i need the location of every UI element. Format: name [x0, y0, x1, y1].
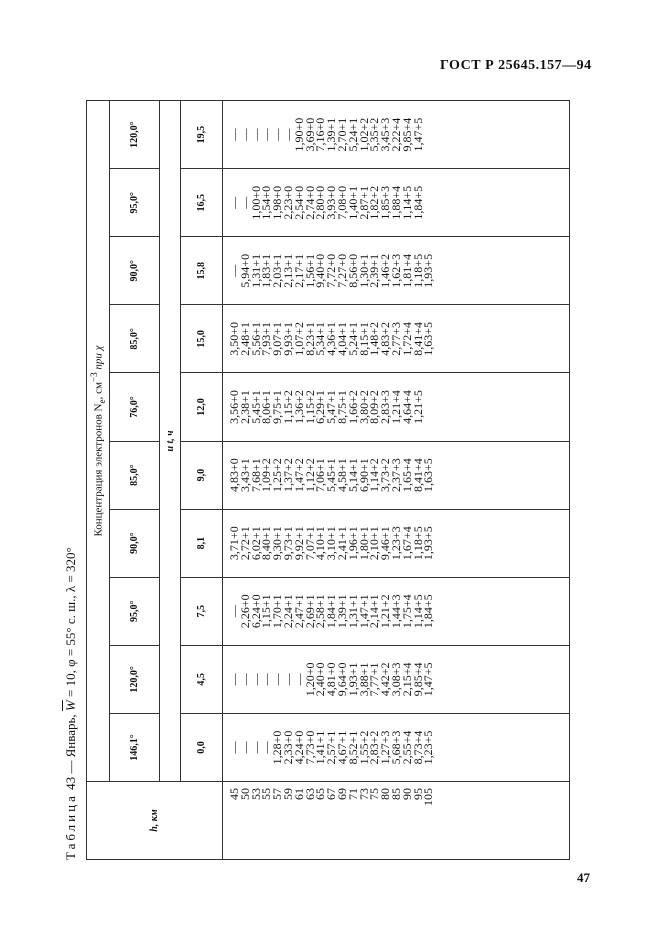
data-value: 9,85+4	[399, 117, 414, 152]
data-value: 2,55+4	[399, 730, 414, 765]
data-value: 1,96+1	[345, 526, 360, 561]
data-value: 2,83+2	[367, 730, 382, 765]
data-value: 2,47+1	[291, 594, 306, 629]
data-value: 1,67+4	[399, 526, 414, 561]
data-value: 1,25+2	[270, 458, 285, 492]
data-value: 1,39+1	[334, 594, 349, 629]
data-column-list	[229, 373, 423, 440]
data-value: 2,15+4	[399, 662, 414, 697]
data-value: 2,03+1	[270, 253, 285, 288]
data-value: 1,48+2	[367, 322, 382, 356]
data-value: 4,04+1	[334, 322, 349, 356]
data-value: 6,02+1	[248, 526, 263, 561]
data-value: 1,21+4	[388, 390, 403, 424]
data-value: 9,92+1	[291, 526, 306, 561]
rotated-table-block	[60, 100, 570, 860]
data-value: —	[227, 196, 241, 209]
data-column-cell	[223, 441, 570, 509]
data-value: 1,93+5	[421, 253, 436, 288]
data-column-cell	[223, 645, 570, 713]
data-value: 3,69+0	[302, 117, 317, 152]
document-code: ГОСТ Р 25645.157—94	[440, 58, 592, 73]
data-value: 6,24+0	[248, 594, 263, 629]
time-header-cell: 0,0	[181, 713, 223, 781]
concentration-tail: при χ	[92, 345, 105, 373]
data-value: 8,73+4	[410, 730, 425, 765]
data-value: 4,67+1	[334, 730, 349, 765]
data-value: 4,42+2	[378, 662, 393, 697]
concentration-label: Концентрация электронов N	[92, 403, 105, 537]
data-value: 2,80+0	[313, 185, 328, 220]
height-value: 69	[334, 788, 349, 800]
data-value: 5,68+3	[388, 730, 403, 765]
data-value: 7,07+1	[302, 526, 317, 561]
data-column-list	[229, 578, 434, 645]
data-value: 1,93+1	[345, 662, 360, 697]
data-value: 2,26+0	[237, 594, 252, 629]
data-value: 1,47+2	[291, 458, 306, 492]
height-value: 53	[248, 788, 263, 800]
data-value: 2,72+1	[237, 526, 252, 561]
data-value: 1,21+5	[410, 390, 425, 424]
data-value: 4,58+1	[334, 458, 349, 492]
data-value: 4,24+0	[291, 730, 306, 765]
concentration-header	[87, 101, 110, 782]
data-value: 3,71+0	[227, 526, 241, 561]
data-value: 8,52+1	[345, 730, 360, 765]
data-value: 2,23+0	[280, 185, 295, 220]
data-value: 5,47+1	[324, 390, 339, 424]
data-value: 9,93+1	[280, 322, 295, 356]
data-value: 1,46+2	[378, 253, 393, 288]
data-value: 2,38+1	[237, 390, 252, 424]
data-value: 1,21+2	[378, 594, 393, 629]
chi-header-cell: 95,0°	[110, 577, 160, 645]
data-value: —	[248, 673, 263, 686]
data-value: 4,36+1	[324, 322, 339, 356]
data-column-list	[229, 442, 434, 509]
data-value: 2,37+3	[388, 458, 403, 492]
data-column-list	[229, 237, 434, 304]
height-value: 95	[410, 788, 425, 800]
height-value: 45	[227, 788, 241, 800]
data-value: 5,45+1	[248, 390, 263, 424]
concentration-unit: , см	[92, 382, 105, 400]
data-value: 1,88+4	[388, 185, 403, 220]
height-value: 50	[237, 788, 252, 800]
data-value: 3,10+1	[324, 526, 339, 561]
chi-header-cell: 146,1°	[110, 713, 160, 781]
data-value: 1,44+3	[388, 594, 403, 629]
data-value: 1,15+2	[280, 390, 295, 424]
data-value: 3,80+2	[356, 390, 371, 424]
table-body-row	[223, 101, 570, 860]
data-value: 5,34+1	[313, 322, 328, 356]
h-column-header: h, км	[87, 782, 223, 860]
data-value: —	[237, 128, 252, 141]
time-header-cell: 15,0	[181, 305, 223, 373]
table-number: 43	[63, 776, 78, 790]
data-value: 1,80+1	[356, 526, 371, 561]
height-value: 61	[291, 788, 306, 800]
chi-header-row	[110, 101, 160, 860]
height-value: 71	[345, 788, 360, 800]
data-value: 8,06+1	[259, 390, 274, 424]
caption-w-symbol: $\overline{W}$	[63, 700, 78, 712]
data-value: 1,18+5	[410, 526, 425, 561]
data-value: 1,66+2	[345, 390, 360, 424]
height-value: 75	[367, 788, 382, 800]
data-value: 9,40+0	[313, 253, 328, 288]
data-value: 1,12+2	[302, 458, 317, 492]
data-value: 1,98+0	[270, 185, 285, 220]
data-value: 5,94+0	[237, 253, 252, 288]
height-value: 85	[388, 788, 403, 800]
data-value: 8,09+2	[367, 390, 382, 424]
height-value: 59	[280, 788, 295, 800]
data-value: 1,31+1	[345, 594, 360, 629]
time-header-cell: 15,8	[181, 237, 223, 305]
data-value: 1,41+1	[313, 730, 328, 765]
height-value: 63	[302, 788, 317, 800]
data-value: 5,56+1	[248, 322, 263, 356]
data-value: 1,70+1	[270, 594, 285, 629]
data-column-cell	[223, 101, 570, 169]
data-value: 2,13+1	[280, 253, 295, 288]
data-value: 9,85+4	[410, 662, 425, 697]
data-value: 1,40+1	[345, 185, 360, 220]
time-header-cell: 12,0	[181, 373, 223, 441]
data-value: 5,35+2	[367, 117, 382, 152]
data-value: 9,64+0	[334, 662, 349, 697]
data-value: 1,31+1	[248, 253, 263, 288]
data-value: —	[248, 741, 263, 754]
data-value: 7,73+0	[302, 730, 317, 765]
data-value: —	[291, 673, 306, 686]
chi-header-cell: 76,0°	[110, 373, 160, 441]
time-header-cell: 4,5	[181, 645, 223, 713]
data-value: 1,84+5	[421, 594, 436, 629]
chi-header-cell: 85,0°	[110, 305, 160, 373]
data-value: 1,47+5	[421, 662, 436, 697]
chi-header-cell: 95,0°	[110, 169, 160, 237]
height-value: 65	[313, 788, 328, 800]
data-value: 4,64+4	[399, 390, 414, 424]
height-value: 73	[356, 788, 371, 800]
chi-header-cell: 85,0°	[110, 441, 160, 509]
data-column-cell	[223, 577, 570, 645]
data-value: —	[227, 741, 241, 754]
data-value: 3,50+0	[227, 322, 241, 356]
height-value: 80	[378, 788, 393, 800]
data-value: 8,41+4	[410, 458, 425, 492]
data-value: 9,73+1	[280, 526, 295, 561]
data-value: 2,41+1	[334, 526, 349, 561]
data-value: 1,39+1	[324, 117, 339, 152]
data-value: 5,24+1	[345, 322, 360, 356]
time-header: и t, ч	[160, 101, 181, 782]
data-value: 1,47+1	[356, 594, 371, 629]
data-value: 4,81+0	[324, 662, 339, 697]
height-value: 67	[324, 788, 339, 800]
data-column-cell	[223, 509, 570, 577]
data-value: 1,20+0	[302, 662, 317, 697]
data-value: 4,10+1	[313, 526, 328, 561]
data-column-list	[229, 510, 434, 577]
caption-prefix: — Январь,	[63, 714, 78, 774]
data-value: 1,28+0	[270, 730, 285, 765]
data-value: —	[248, 128, 263, 141]
data-value: 5,24+1	[345, 117, 360, 152]
data-value: —	[227, 673, 241, 686]
data-value: 9,75+1	[270, 390, 285, 424]
concentration-subscript: e	[96, 399, 107, 404]
data-value: 7,06+1	[313, 458, 328, 492]
data-value: 1,65+4	[399, 458, 414, 492]
data-value: 6,29+1	[313, 390, 328, 424]
heights-cell	[223, 782, 570, 860]
data-value: 5,14+1	[345, 458, 360, 492]
chi-header-cell: 90,0°	[110, 237, 160, 305]
data-column-list	[229, 305, 434, 372]
data-column-list	[229, 169, 423, 236]
data-value: 3,73+2	[378, 458, 393, 492]
data-value: 8,56+0	[345, 253, 360, 288]
data-value: 1,36+2	[291, 390, 306, 424]
page-number: 47	[577, 870, 590, 885]
chi-header-cell: 90,0°	[110, 509, 160, 577]
data-value: 1,00+0	[248, 185, 263, 220]
data-value: 5,45+1	[324, 458, 339, 492]
data-value: 8,15+1	[356, 322, 371, 356]
height-value: 90	[399, 788, 414, 800]
data-value: 3,93+0	[324, 185, 339, 220]
data-value: 1,85+3	[378, 185, 393, 220]
height-value: 105	[421, 788, 436, 806]
data-value: 7,77+1	[367, 662, 382, 697]
data-value: 8,40+1	[259, 526, 274, 561]
data-value: 1,63+5	[421, 322, 436, 356]
data-column-cell	[223, 305, 570, 373]
data-value: 2,24+1	[280, 594, 295, 629]
data-value: 1,72+4	[399, 322, 414, 356]
data-value: 1,14+5	[410, 594, 425, 629]
data-value: —	[237, 196, 252, 209]
data-value: —	[280, 673, 295, 686]
data-value: 2,58+1	[313, 594, 328, 629]
data-column-cell	[223, 237, 570, 305]
data-value: 7,72+0	[324, 253, 339, 288]
data-value: 7,68+1	[248, 458, 263, 492]
data-value: 1,23+5	[421, 730, 436, 765]
data-value: 2,39+1	[367, 253, 382, 288]
data-value: 2,69+1	[302, 594, 317, 629]
data-value: 1,07+2	[291, 322, 306, 356]
data-value: 2,33+0	[280, 730, 295, 765]
data-value: 1,23+3	[388, 526, 403, 561]
time-header-cell: 8,1	[181, 509, 223, 577]
data-value: 1,02+2	[356, 117, 371, 152]
data-value: 1,47+5	[410, 117, 425, 152]
data-value: 1,75+4	[399, 594, 414, 629]
data-value: 9,30+1	[270, 526, 285, 561]
data-value: 1,18+5	[410, 253, 425, 288]
data-value: 1,90+0	[291, 117, 306, 152]
chi-header-cell: 120,0°	[110, 645, 160, 713]
data-value: —	[227, 128, 241, 141]
data-value: 8,41+4	[410, 322, 425, 356]
data-value: 1,93+5	[421, 526, 436, 561]
data-value: 7,16+0	[313, 117, 328, 152]
electron-concentration-table	[86, 100, 570, 860]
data-value: 2,17+1	[291, 253, 306, 288]
data-value: 1,55+2	[356, 730, 371, 765]
data-value: 2,10+1	[367, 526, 382, 561]
data-value: 1,30+1	[356, 253, 371, 288]
data-value: 1,54+0	[259, 185, 274, 220]
data-value: —	[270, 128, 285, 141]
data-value: 1,27+3	[378, 730, 393, 765]
time-header-cell: 16,5	[181, 169, 223, 237]
data-value: —	[280, 128, 295, 141]
heights-list	[229, 788, 434, 859]
data-value: —	[237, 673, 252, 686]
data-value: 2,22+4	[388, 117, 403, 152]
data-column-list	[229, 646, 434, 713]
data-column-cell	[223, 169, 570, 237]
data-value: 1,63+5	[421, 458, 436, 492]
data-value: 9,46+1	[378, 526, 393, 561]
concentration-exponent: −3	[89, 372, 100, 383]
data-value: 7,27+0	[334, 253, 349, 288]
data-value: 3,08+3	[388, 662, 403, 697]
data-value: 2,77+3	[388, 322, 403, 356]
data-value: 1,84+5	[410, 185, 425, 220]
data-value: 7,93+1	[259, 322, 274, 356]
data-value: 2,74+0	[302, 185, 317, 220]
data-value: 4,83+2	[378, 322, 393, 356]
data-value: 2,40+0	[313, 662, 328, 697]
data-value: 8,23+1	[302, 322, 317, 356]
data-value: —	[259, 673, 274, 686]
height-value: 57	[270, 788, 285, 800]
data-value: 1,15+1	[259, 594, 274, 629]
height-value: 55	[259, 788, 274, 800]
chi-header-cell: 120,0°	[110, 101, 160, 169]
data-value: 1,62+3	[388, 253, 403, 288]
data-value: 6,90+1	[356, 458, 371, 492]
data-value: 1,14+2	[367, 458, 382, 492]
time-header-cell: 7,5	[181, 577, 223, 645]
data-value: 7,08+0	[334, 185, 349, 220]
data-value: —	[227, 605, 241, 618]
data-value: 1,09+2	[259, 458, 274, 492]
table-caption	[60, 547, 82, 860]
data-value: 1,82+2	[367, 185, 382, 220]
data-value: 1,15+2	[302, 390, 317, 424]
caption-suffix: = 10, φ = 55° с. ш., λ = 320°	[63, 547, 78, 697]
data-value: 2,54+0	[291, 185, 306, 220]
data-value: —	[259, 128, 274, 141]
data-value: 1,14+5	[399, 185, 414, 220]
data-column-list	[229, 101, 423, 168]
data-value: 2,48+1	[237, 322, 252, 356]
data-value: 9,07+1	[270, 322, 285, 356]
data-value: 8,75+1	[334, 390, 349, 424]
time-header-cell: 9,0	[181, 441, 223, 509]
data-value: 4,83+0	[227, 458, 241, 492]
data-value: 3,88+1	[356, 662, 371, 697]
data-value: 1,56+1	[302, 253, 317, 288]
data-value: 3,45+3	[378, 117, 393, 152]
data-value: —	[259, 741, 274, 754]
data-value: 3,43+1	[237, 458, 252, 492]
data-value: 2,87+1	[356, 185, 371, 220]
time-header-cell: 19,5	[181, 101, 223, 169]
data-value: 2,70+1	[334, 117, 349, 152]
table-label: Таблица	[63, 793, 78, 860]
data-value: 1,37+2	[280, 458, 295, 492]
data-value: 1,83+1	[259, 253, 274, 288]
data-value: 1,81+4	[399, 253, 414, 288]
data-value: —	[270, 673, 285, 686]
data-value: 3,56+0	[227, 390, 241, 424]
data-value: 2,83+3	[378, 390, 393, 424]
data-value: —	[237, 741, 252, 754]
data-column-cell	[223, 373, 570, 441]
data-column-cell	[223, 713, 570, 781]
data-value: 1,84+1	[324, 594, 339, 629]
time-header-row	[181, 101, 223, 860]
data-value: 2,14+1	[367, 594, 382, 629]
data-value: 2,57+1	[324, 730, 339, 765]
data-value: —	[227, 264, 241, 277]
data-column-list	[229, 714, 434, 781]
